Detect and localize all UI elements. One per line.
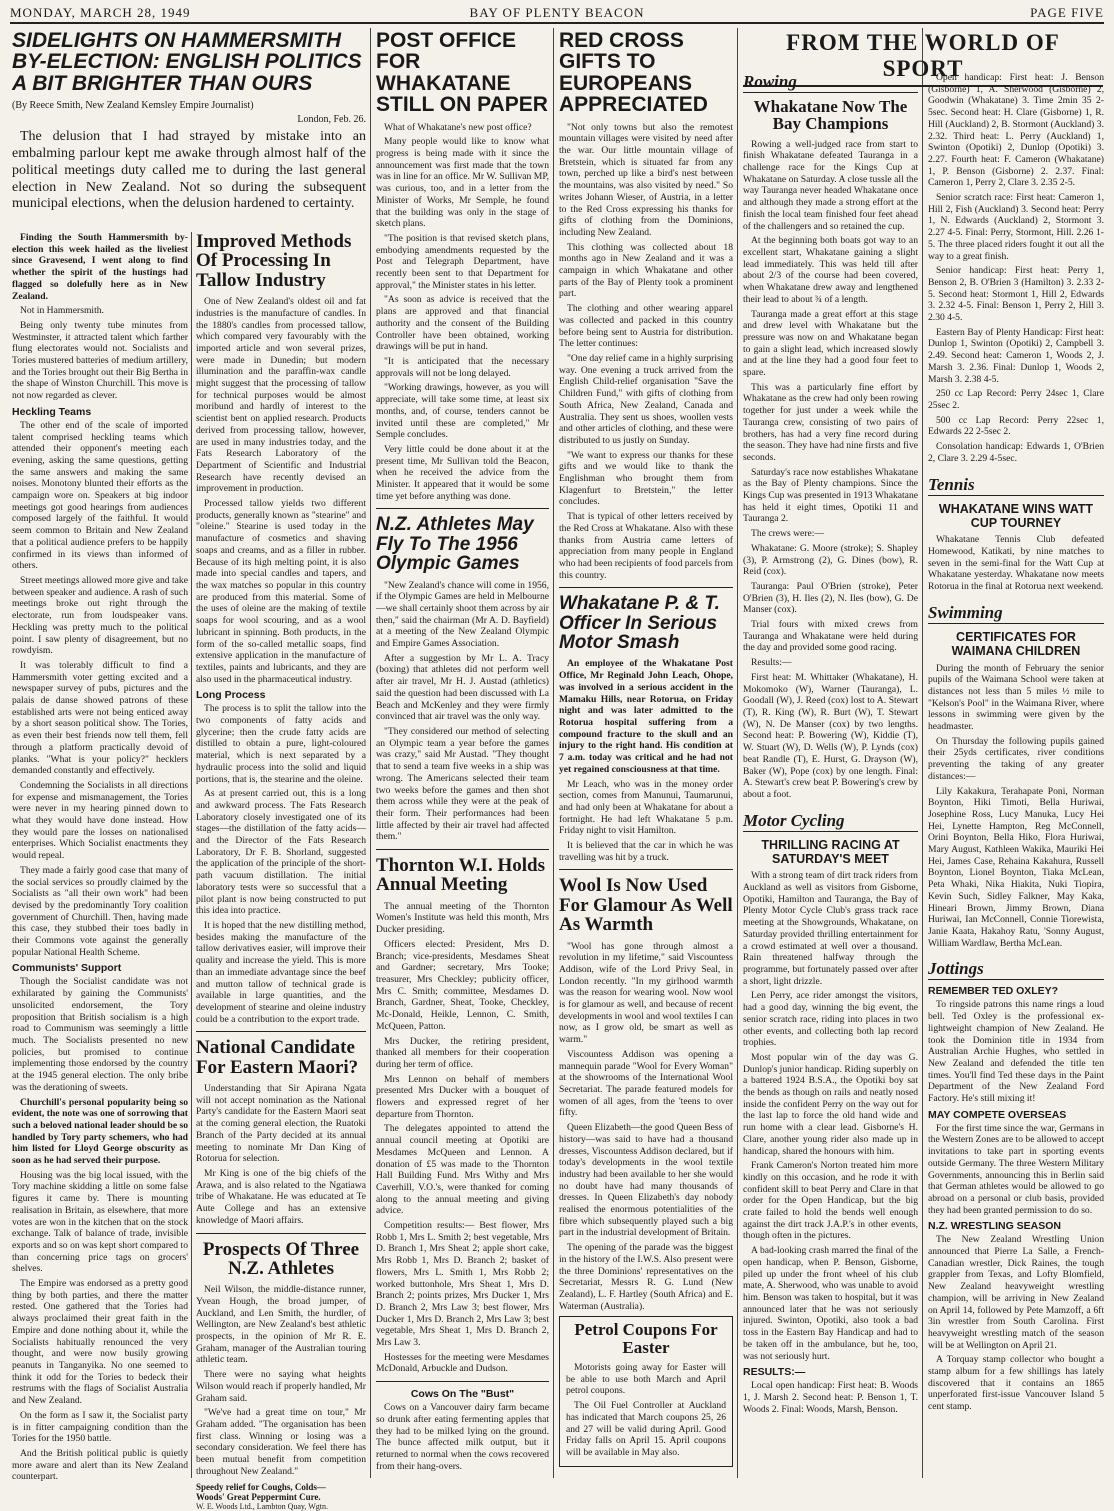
article-hammersmith-top xyxy=(12,30,366,230)
dateline: London, Feb. 26. xyxy=(297,114,366,126)
paragraph: Senior scratch race: First heat: Cameron 1, Hill 2, Fish (Auckland) 3. Second heat: Perry 1, N. Edwards (Auckland) 2, Stormont 3. 2.27 4-5. Final: Perry, Stormont, Hill. 2.26 1-5. The three placed riders fought it out all the way to a great finish. xyxy=(928,192,1104,262)
ad-line: W. E. Woods Ltd., Lambton Quay, Wgtn. xyxy=(196,1501,329,1511)
paragraph: A bad-looking crash marred the final of the open handicap, when P. Benson, Gisborne, piled up under the front wheel of his club mate, A. Sherwood, who was unable to avoid him. Benson was taken to hospital, but it was announced later that he was not seriously injured. Swinton, Opotiki, also took a bad toss in the Eastern Bay Handicap and had to be taken off in the ambulance, but he, too, was not seriously hurt. xyxy=(743,1245,918,1362)
paragraph: Most popular win of the day was G. Dunlop's junior handicap. Riding superbly on a battered 1924 B.S.A., the Opotiki boy sat the bends as though on rails and neatly nosed inside the confident Perry on the way out for the last lap to force the old hand wide and run home with a clear lead. Gisborne's H. Clare, another young rider also made up in handicap, shared the honours with him. xyxy=(743,1051,918,1157)
paragraph: Consolation handicap: Edwards 1, O'Brien 2, Clare 3. 2.29 4-5sec. xyxy=(928,441,1104,464)
headline-tallow: Improved Methods Of Processing In Tallow Industry xyxy=(196,231,352,291)
headline-wool: Wool Is Now Used For Glamour As Well As Warmth xyxy=(559,875,733,936)
paragraph: On the form as I saw it, the Socialist party is in fitter campaigning condition than the Tories for the 1950 battle. xyxy=(12,1409,188,1445)
paragraph: With a strong team of dirt track riders from Auckland as well as visitors from Gisborne, Opotiki, Hamilton and Tauranga, the Bay of Plenty Motor Cycle Club's grass track race meeting at the Showgrounds, Whakatane, on Saturday provided thrilling entertainment for a crowd estimated at well over a thousand. Rain threatened halfway through the programme, but fortunately passed over after a short, light drizzle. xyxy=(743,870,918,987)
divider xyxy=(196,1233,366,1234)
paragraph: The Empire was endorsed as a pretty good thing by both parties, and there the matter rested. One gathered that the Tories had always proclaimed their great faith in the Empire and done nothing about it, while the Socialists habitually renounced the very thought, and were now busily growing peanuts in Tanganyika. No one seemed to think it odd for the Tories to bedeck their restrums with the flags of Socialist Australia and New Zealand. xyxy=(12,1278,188,1407)
column-5 xyxy=(743,72,918,1478)
paragraph: Whakatane: G. Moore (stroke); S. Shapley (3), P. Armstrong (2), G. Dines (bow), R. Reid (cox). xyxy=(743,542,918,578)
column-3 xyxy=(376,30,549,1478)
paragraph: Not in Hammersmith. xyxy=(20,305,104,317)
paragraph: "The position is that revised sketch plans, embodying amendments requested by the Post and Telegraph Department, have recently been sent to that Department for approval," the Minister states in his letter. xyxy=(376,232,549,291)
paragraph: Senior handicap: First heat: Perry 1, Benson 2, B. O'Brien 3 (Hamilton) 3. 2.33 2-5. Second heat: Stormont 1, Hill 2, Edwards 3. 2.32 4-5. Final: Benson 1, Perry 2, Hill 3. 2.30 4-5. xyxy=(928,265,1104,324)
paragraph: At the beginning both boats got way to an excellent start, Whakatane gaining a slight lead immediately. This was held till after about 2/3 of the course had been covered, when Whakatane drew away and lengthened their lead to about ¾ of a length. xyxy=(743,235,918,305)
paragraph: That is typical of other letters received by the Red Cross at Whakatane. Also with these thanks from Austria came letters of appreciation from many people in England who had been recipients of food parcels from this country. xyxy=(559,511,733,581)
subheading: RESULTS:— xyxy=(743,1366,806,1379)
divider xyxy=(196,1031,366,1032)
subheading: N.Z. WRESTLING SEASON xyxy=(928,1220,1062,1233)
paragraph: Mr King is one of the big chiefs of the Arawa, and is also related to the Ngatiawa tribe of Whakatane. He was educated at Te Aute College and has an extensive knowledge of Maori affairs. xyxy=(196,1167,366,1226)
column-rule xyxy=(922,28,923,1478)
paragraph: "Not only towns but also the remotest mountain villages were visited by need after the war. Our little mountain village of Bretstein, which is situated far from any town, perched up like a bird's nest between the mountains, was also visited by need." So writes Johann Wieser, of Austria, in a letter to the Red Cross expressing his thanks for gifts of clothing from the Dominions, including New Zealand. xyxy=(559,121,733,238)
sport-title: FROM THE WORLD OF SPORT xyxy=(743,30,1103,87)
paragraph: This was a particularly fine effort by Whakatane as the crew had only been rowing together for just under a week while the Tauranga crew, consisting of two pairs of brothers, has had a very fine record during the season. They have had nine firsts and five seconds. xyxy=(743,381,918,463)
subheading: Long Process xyxy=(196,689,266,702)
paragraph: The crews were:— xyxy=(751,528,824,540)
paragraph: "We want to express our thanks for these gifts and we would like to thank the Englishman who brought them from Klagenfurt to Bretstein," the letter concludes. xyxy=(559,449,733,508)
paragraph: It is believed that the car in which he was travelling was hit by a truck. xyxy=(559,840,733,863)
paragraph: Many people would like to know what progress is being made with it since the announcement was first made that the town was in line for an office. Mr W. Sullivan MP, was curious, too, and in a letter from the Minister of Works, Mr Semple, he found that the building was only in the stage of sketch plans. xyxy=(376,136,549,230)
paragraph: Results:— xyxy=(751,657,792,669)
paragraph: "We've had a great time on tour," Mr Graham added. "The organisation has been first class. Winning or losing was a secondary consideration. We feel there has been mutual benefit from competition throughout New Zealand." xyxy=(196,1407,366,1477)
column-1 xyxy=(12,232,189,1483)
paragraph: Frank Cameron's Norton treated him more kindly on this occasion, and he rode it with confident skill to beat Perry and Clare in that order for the Open Handicap, but the big crate failed to hold the bends well enough against the dirt track J.A.P.'s in other events, though often in the pictures. xyxy=(743,1160,918,1242)
paragraph: During the month of February the senior pupils of the Waimana School were taken at distances not less than 5 miles ½ mile to "Kelson's Pool" in the Waimana River, where lessons in swimming were given by the headmaster. xyxy=(928,662,1104,733)
paragraph: "It is anticipated that the necessary approvals will not be long delayed. xyxy=(376,355,549,379)
ad-line: Speedy relief for Coughs, Colds— xyxy=(196,1481,326,1492)
bold-intro: Finding the South Hammersmith by-election this week hailed as the liveliest since Gravesend, I went along to find whether the spirit of the hustings had flagged so dolefully here as in New Zealand. xyxy=(12,232,188,302)
paragraph: "They considered our method of selecting an Olympic team a year before the games was crazy," said Mr Austad. "They thought that to send a team five weeks in a ship was wrong. The Americans selected their team two weeks before the games and then shot them across while they were at the peak of their form. Their performances had been little affected by their air travel had affected them." xyxy=(376,725,549,843)
headline-motor-smash: Whakatane P. & T. Officer In Serious Motor Smash xyxy=(559,593,720,654)
paragraph: There were no saying what heights Wilson would reach if properly handled, Mr Graham said. xyxy=(196,1369,366,1404)
column-rule xyxy=(191,232,192,1478)
headline-redcross: RED CROSS GIFTS TO EUROPEANS APPRECIATED xyxy=(559,29,708,117)
paragraph: Neil Wilson, the middle-distance runner, Yvean Hough, the broad jumper, of Auckland, and Len Smith, the hurdler, of Wellington, are New Zealand's best athletic prospects, in the opinion of Mr R. E. Graham, manager of the Australian touring athletic team. xyxy=(196,1284,366,1366)
paragraph: For the first time since the war, Germans in the Western Zones are to be allowed to accept invitations to take part in sporting events outside Germany. The three Western Military Governments, announcing this in Berlin said that German athletes would be allowed to go abroad on a personal or club basis, provided they had been granted permission to do so. xyxy=(928,1122,1104,1216)
paragraph: Processed tallow yields two different products, generally known as "stearine" and "oleine." Stearine is used today in the manufacture of cosmetics and shaving soaps and creams, and as a filler in rubber. Because of its high melting point, it is also made into special candles and tapers, and the wax matches so popular in this country are produced from this material. Some of the uses of oleine are the making of textile soaps for wool scouring, and as a wool lubricant in spinning. Both products, in the form of the so-called metallic soaps, find extensive application in the manufacture of textiles, paints and lubricants, and they are also used in the pharmaceutical industry. xyxy=(196,498,366,685)
paragraph: On Thursday the following pupils gained their 25yds certificates, river conditions preventing the taking of any greater distances:— xyxy=(928,735,1104,782)
headline-thornton: Thornton W.I. Holds Annual Meeting xyxy=(376,855,545,896)
section-jottings: Jottings xyxy=(928,959,1104,980)
paragraph: Lily Kakakura, Terahapate Poni, Norman Boynton, Hiki Timoti, Bella Huriwai, Josephine Ross, Lucy Manuka, Lucy Hei Hei, Lynette Hampton, Reg McConnell, Orini Boynton, Bella Hiko, Flora Huriwai, Mary August, Kathleen Wakika, Mauriki Hei Hei, James Case, Rehaina Kakahura, Russell Boynton, Lionel Boynton, Tiaka McLean, Peta Whaki, Nika Hiakita, Nuki Tiopira, Kevin Such, Sidley Falkner, May Kaka, Hineari Brown, Jimmy Brown, Diana Huriwai, Ian McConnell, Connie Tiorewista, Janie Kaata, Hakahoy Ratu, 'Sonny August, William Wardlaw, Bertha McLean. xyxy=(928,785,1104,949)
paragraph: Mrs Ducker, the retiring president, thanked all members for their cooperation during her term of office. xyxy=(376,1035,549,1070)
paragraph: "Wool has gone through almost a revolution in my lifetime," said Viscountess Addison, wife of the Lord Privy Seal, in London recently. "In my girlhood warmth was the reason for wearing wool. Now wool is for glamour as well, and because of recent developments in wool and wool textiles I can now, as I grow old, be smart as well as warm." xyxy=(559,940,733,1046)
paragraph: The New Zealand Wrestling Union announced that Pierre La Salle, a French-Canadian wrestler, Dick Raines, the tough grappler from Texas, and Lofty Blomfield, New Zealand heavyweight wrestling champion, will be arriving in New Zealand on April 14, followed by Pete Mamzoff, a 6ft 3in wrestler from South Carolina. First heavyweight wrestling match of the season will be at Wellington on April 21. xyxy=(928,1234,1104,1351)
newspaper-title: BAY OF PLENTY BEACON xyxy=(469,5,645,20)
column-6 xyxy=(928,72,1104,1478)
paragraph: It is hoped that the new distilling method, besides making the manufacture of the tallow derivatives easier, will improve their quality and increase the yield. This is more than an immediate advantage since the beef and mutton tallow of technical grade is available in large quantities, and the development of stearine and oleine industry could be a contribution to the export trade. xyxy=(196,919,366,1025)
paragraph: 250 cc Lap Record: Perry 24sec 1, Clare 25sec 2. xyxy=(928,388,1104,411)
paragraph: "As soon as advice is received that the plans are approved and that financial authority and the consent of the Building Controller have been obtained, working drawings will be put in hand. xyxy=(376,294,549,353)
paragraph: Competition results:— Best flower, Mrs Robb 1, Mrs L. Smith 2; best vegetable, Mrs D. Branch 1, Mrs Sheat 2; apple short cake, Mrs Robb 1, Mrs D. Branch 2; basket of flowers, Mrs L. Smith 1, Mrs Robb 2; worked buttonhole, Mrs Sheat 1, Mrs D. Branch 2; points prizes, Mrs Ducker 1, Mrs D. Branch 2, Mrs Law 3; best flower, Mrs Ducker 1, Mrs D. Branch 2, Mrs Law 3; best vegetable, Mrs Sheat 1, Mrs D. Branch 2, Mrs Law 3. xyxy=(376,1220,549,1349)
paragraph: Cows on a Vancouver dairy farm became so drunk after eating fermenting apples that they had to be milked lying on the ground. The bunce affected milk output, but it returned to normal when the cows recovered from their hang-overs. xyxy=(376,1402,549,1472)
ad-line: Woods' Great Peppermint Cure. xyxy=(196,1491,321,1502)
paragraph: This clothing was collected about 18 months ago in New Zealand and it was a campaign in which Whakatane and other parts of the Bay of Plenty took a prominent part. xyxy=(559,241,733,300)
paragraph: Tauranga: Paul O'Brien (stroke), Peter O'Brien (3), H. Iles (2), N. Iles (bow), G. De Manser (cox). xyxy=(743,580,918,616)
issue-date: MONDAY, MARCH 28, 1949 xyxy=(10,5,191,20)
paragraph: Being only twenty tube minutes from Westminster, it attracted talent which farther flung electorates would not. Socialists and Tories mustered batteries of medium artillery, and the Tories brought out their Big Bertha in the shape of Winston Churchill. This move is not now regarded as clever. xyxy=(12,319,188,402)
paragraph: The annual meeting of the Thornton Women's Institute was held this month, Mrs Ducker presiding. xyxy=(376,900,549,936)
paragraph: Street meetings allowed more give and take between speaker and audience. A rash of such meetings broke out right through the electorate, run from loudspeaker vans. Heckling was pretty much to the political point. I saw plenty of disagreement, but no rowdyism. xyxy=(12,574,188,657)
paragraph: The process is to split the tallow into the two components of fatty acids and glycerine; then the crude fatty acids are distilled to obtain a pure, light-coloured material, which is next separated by a hydraulic process into the solid and liquid portions, that is, the stearine and the oleine. xyxy=(196,703,366,785)
paragraph: Viscountess Addison was opening a mannequin parade "Wool for Every Woman" at the showrooms of the International Wool Secretariat. The parade featured models for women of all ages, from the 'teens to over fifty. xyxy=(559,1048,733,1119)
headline-olympic: N.Z. Athletes May Fly To The 1956 Olympic Games xyxy=(376,514,534,575)
section-rowing: Rowing xyxy=(743,72,918,93)
column-2 xyxy=(196,231,366,1511)
subheading: WHAKATANE WINS WATT CUP TOURNEY xyxy=(938,501,1094,530)
paragraph: Motorists going away for Easter will be able to use both March and April petrol coupons. xyxy=(566,1362,726,1397)
column-4 xyxy=(559,30,733,1478)
paragraph: And the British political public is quietly more aware and alert than its New Zealand counterpart. xyxy=(12,1447,188,1483)
headline-prospects: Prospects Of Three N.Z. Athletes xyxy=(202,1238,360,1279)
paragraph: Eastern Bay of Plenty Handicap: First heat: Dunlop 1, Swinton (Opotiki) 2, Campbell 3. 2.49. Second heat: Cameron 1, Woods 2, J. Marsh 3. 2.36. Final: Dunlop 1, Woods 2, Marsh 3. 2.38 4-5. xyxy=(928,326,1104,385)
column-rule xyxy=(737,28,738,1478)
subheading: Communists' Support xyxy=(12,962,122,975)
subheading: REMEMBER TED OXLEY? xyxy=(928,985,1059,998)
paragraph: Very little could be done about it at the present time, Mr Sullivan told the Beacon, when he received the advice from the Minister. It appeared that it would be some time yet before anything was done. xyxy=(376,443,549,502)
paragraph: To ringside patrons this name rings a loud bell. Ted Oxley is the professional ex-lightweight champion of New Zealand. He took the Dominion title in 1934 from Australian Archie Hughes, who settled in New Zealand and defended the title ten times. You'll find Ted these days in the Paint Department of the New Zealand Ford Factory. He's still mixing it! xyxy=(928,999,1104,1105)
paragraph: Condemning the Socialists in all directions for expense and mismanagement, the Tories were never in my hearing pinned down to what they would have done instead. How they would pare the losses on nationalised enterprises. Which Socialist enactments they would repeal. xyxy=(12,779,188,862)
subheading: MAY COMPETE OVERSEAS xyxy=(928,1108,1067,1121)
divider xyxy=(376,508,549,509)
lead-paragraph: The delusion that I had strayed by mistake into an embalming parlour kept me awake through almost half of the political meetings duty called me to during the last general election in New Zealand. Not so during the subsequent municipal elections, when the delusion hardened to certainty. xyxy=(12,129,366,212)
paragraph: After a suggestion by Mr L. A. Tracy (boxing) that athletes did not perform well after air travel, Mr H. J. Austad (athletics) said the question had been discussed with La Beach and McKenley and they were firmly convinced that air travel was the only way. xyxy=(376,652,549,723)
subheading: Heckling Teams xyxy=(12,405,92,418)
paragraph: Hostesses for the meeting were Mesdames McDonald, Arbuckle and Dudson. xyxy=(376,1351,549,1375)
byline: (By Reece Smith, New Zealand Kemsley Empire Journalist) xyxy=(12,100,254,112)
headline-hammersmith: SIDELIGHTS ON HAMMERSMITH BY-ELECTION: ENGLISH POLITICS A BIT BRIGHTER THAN OURS xyxy=(12,29,362,95)
paragraph: "Working drawings, however, as you will appreciate, will take some time, at least six months, and, of course, tenders cannot be invited until these are completed," Mr Semple concludes. xyxy=(376,382,549,441)
paragraph: An employee of the Whakatane Post Office, Mr Reginald John Leach, Ohope, was involved in a serious accident in the Mamaku Hills, near Rotorua, on Friday night and was later admitted to the Rotorua hospital suffering from a compound fracture to the skull and an injury to the right hand. His condition at 7 a.m. today was critical and he had not yet regained consciousness at that time. xyxy=(559,658,733,775)
paragraph: The other end of the scale of imported talent comprised heckling teams which attended their opponent's meeting each evening, asking the same questions, getting the same answers and making the same noises. Monotony blunted their efforts as the campaign wore on. Speakers at big indoor meetings got good hearings from audiences composed largely of the faithful. It would seem common to Britain and New Zealand that a political audience prefers to be happily confirmed in its views than informed of others. xyxy=(12,419,188,572)
paragraph: Trial fours with mixed crews from Tauranga and Whakatane were held during the day and provided some good racing. xyxy=(743,619,918,654)
advertisement xyxy=(196,1482,366,1511)
paragraph: Whakatane Tennis Club defeated Homewood, Katikati, by nine matches to seven in the semi-final for the Watt Cup at Whakatane yesterday. Whakatane now meets Rotorua in the final at Rotorua next weekend. xyxy=(928,534,1104,593)
paragraph: Len Perry, ace rider amongst the visitors, had a good day, winning the big event, the senior scratch race, riding into places in two other events, and collecting both lap record trophies. xyxy=(743,990,918,1049)
sport-banner xyxy=(743,30,1103,81)
paragraph: "One day relief came in a highly surprising way. One evening a truck arrived from the English Child-relief organisation "Save the Children Fund," with gifts of clothing from South Africa, New Zealand, Canada and Australia. They sent us shoes, woollen vests and other articles of clothing, and these were distributed to us justly on Sunday. xyxy=(559,352,733,446)
paragraph: What of Whakatane's new post office? xyxy=(384,121,532,133)
column-rule xyxy=(370,28,371,1478)
paragraph: A Torquay stamp collector who bought a stamp album for a few shillings has lately discovered that it contains an 1865 unperforated first-issue Vancouver Island 5 cent stamp. xyxy=(928,1354,1104,1413)
divider xyxy=(559,587,733,588)
paragraph: 500 cc Lap Record: Perry 22sec 1, Edwards 22 2-5sec 2. xyxy=(928,414,1104,438)
section-motor-cycling: Motor Cycling xyxy=(743,811,918,832)
masthead xyxy=(10,4,1104,24)
paragraph: Officers elected: President, Mrs D. Branch; vice-presidents, Mesdames Sheat and Gardner; secretary, Mrs Tooke; treasurer, Mrs Checkley; publicity officer, Mrs C. Smith; committee, Mesdames D. Branch, Gardner, Sheat, Tooke, Checkley, Mc-Donald, Heikle, Lennon, C. Smith, McQueen, Patton. xyxy=(376,938,549,1032)
paragraph: The clothing and other wearing apparel was collected and packed in this country before being sent to Austria for distribution. The letter continues: xyxy=(559,303,733,350)
paragraph: Mr Leach, who was in the money order section, comes from Manunui, Taumarunui, and had only been at Whakatane for about a fortnight. He had left Whakatane 5 p.m. Friday night to visit Hamilton. xyxy=(559,778,733,837)
section-tennis: Tennis xyxy=(928,475,1104,496)
paragraph: As at present carried out, this is a long and awkward process. The Fats Research Laboratory closely investigated one of its stages—the distillation of the fatty acids—and the Director of the Fats Research Laboratory, Dr F. B. Shorland, suggested the application of the principle of the short-path vacuum distillation. The initial laboratory tests were so successful that a pilot plant is now being constructed to put this idea into practice. xyxy=(196,788,366,917)
petrol-box xyxy=(559,1316,733,1466)
headline-cows: Cows On The "Bust" xyxy=(410,1388,515,1401)
paragraph: Rowing a well-judged race from start to finish Whakatane defeated Tauranga in a challenge race for the Kings Cup at Whakatane on Saturday. A close tussle all the way Tauranga never headed Whakatane once and although they made a strong effort at the finish the local team finished four feet ahead of the challengers and so retained the cup. xyxy=(743,138,918,232)
paragraph: Open handicap: First heat: J. Benson (Gisborne) 1, A. Sherwood (Gisborne) 2, Goodwin (Whakatane) 3. Time 2min 35 2-5sec. Second heat: H. Clare (Gisborne) 1, R. Hill (Auckland) 2, B. Stormont (Auckland) 3. 2.32. Third heat: L. Perry (Auckland) 1, Swinton (Opotiki) 2, Dunlop (Opotiki) 3. 2.27. Fourth heat: F. Cameron (Whakatane) 1, P. Benson (Gisborne) 2. 2.37. Final: Cameron 1, Perry 2, Clare 3. 2.35 2-5. xyxy=(928,72,1104,189)
paragraph: Mrs Lennon on behalf of members presented Mrs Ducker with a bouquet of flowers and expressed regret of her departure from Thornton. xyxy=(376,1073,549,1120)
subheading: THRILLING RACING AT SATURDAY'S MEET xyxy=(761,837,900,866)
paragraph: They made a fairly good case that many of the social services so proudly claimed by the Socialists as "all their own work" had been devised by the predominantly Tory coalition government of Churchill. Then, having made this case, they stubbed their toes badly in their Commons vote against the generally popular National Health Scheme. xyxy=(12,864,188,958)
paragraph: Housing was the big local issued, with the Tory machine skidding a little on some false figures it came by. There is mounting realisation in Britain, as elsewhere, that more votes are won in the kitchen that on the stock exchange. Talk of balance of trade, invisible exports and so on was kept short compared to than concerning price tags on grocers' shelves. xyxy=(12,1169,188,1275)
headline-rowing: Whakatane Now The Bay Champions xyxy=(753,97,908,134)
paragraph: One of New Zealand's oldest oil and fat industries is the manufacture of candles. In the 1880's candles from processed tallow, which compared very favourably with the imported article and won several prizes, were made in Dunedin; but modern illumination and the paraffin-wax candle might suggest that the processing of tallow for technical purposes would be almost moribund and hardly of interest to the scientist bent on applied research. Products derived from processing tallow, however, are used in many industries today, and the Fats Research Laboratory of the Department of Scientific and Industrial Research have recently devised an improvement in production. xyxy=(196,296,366,495)
divider xyxy=(376,849,549,850)
paragraph: Queen Elizabeth—the good Queen Bess of history—was said to have had a thousand dresses, Viscountess Addison declared, but if today's developments in the wool textile industry had been available to her she would no doubt have had many thousands of dresses. In Queen Elizabeth's day nobody realised the enormous potentialities of the fibre which subsequently played such a big part in the industrial development of Britain. xyxy=(559,1122,733,1239)
headline-maori: National Candidate For Eastern Maori? xyxy=(196,1037,359,1078)
paragraph: It was tolerably difficult to find a Hammersmith voter getting excited and a newspaper survey of pubs, pictures and the palais de danse showed patrons of these established arts were not being enticed away by a short season political show. The Tories, as even their best friends now tell them, fell through a platform practically devoid of planks. "What is your policy?" hecklers demanded constantly and effectively. xyxy=(12,659,188,777)
column-rule xyxy=(553,28,554,1478)
subheading: CERTIFICATES FOR WAIMANA CHILDREN xyxy=(951,629,1081,659)
headline-petrol: Petrol Coupons For Easter xyxy=(574,1320,718,1357)
paragraph: Though the Socialist candidate was not exhilarated by gaining the Communists' unsolicited endorsement, the Tory proposition that British socialism is a high road to Communism was seemingly a little much. The Socialists presented no new policies, but promised to continue implementing those endorsed by the country at the 1945 general election. The only bribe was the derationing of sweets. xyxy=(12,976,188,1093)
paragraph: Saturday's race now establishes Whakatane as the Bay of Plenty champions. Since the Kings Cup was presented in 1913 Whakatane has held it eight times, Opotiki 11 and Tauranga 2. xyxy=(743,466,918,525)
headline-postoffice: POST OFFICE FOR WHAKATANE STILL ON PAPER xyxy=(376,29,548,117)
paragraph: Tauranga made a great effort at this stage and drew level with Whakatane but the pressure was now on and Whakatane began to gain a slight lead, which increased slowly and at the line they had a good four feet to spare. xyxy=(743,308,918,379)
section-swimming: Swimming xyxy=(928,603,1104,624)
paragraph: Understanding that Sir Apirana Ngata will not accept nomination as the National Party's candidate for the Eastern Maori seat at the coming general election, the Ruatoki Branch of the Party decided at its annual meeting to nominate Mr Dan King of Rotorua for selection. xyxy=(196,1083,366,1165)
paragraph: Churchill's personal popularity being so evident, the note was one of sorrowing that such a beloved national leader should be so handled by Tory party schemers, who had him listed for Lloyd George obscurity as soon as he had served their purpose. xyxy=(12,1096,189,1167)
page-number: PAGE FIVE xyxy=(1030,5,1104,20)
paragraph: "New Zealand's chance will come in 1956, if the Olympic Games are held in Melbourne—we shall certainly shoot them across by air then," said the chairman (Mr A. D. Bayfield) at a meeting of the New Zealand Olympic and Empire Games Association. xyxy=(376,579,549,650)
paragraph: Local open handicap: First heat: B. Woods 1, J. Marsh 2. Second heat: P. Benson 1, T. Woods 2. Final: Woods, Marsh, Benson. xyxy=(743,1380,918,1415)
divider xyxy=(559,869,733,870)
paragraph: The delegates appointed to attend the annual council meeting at Opotiki are Mesdames McQueen and Lennon. A donation of £5 was made to the Thornton Hall Building Fund. Mrs Withy and Mrs Caverhill, V.O.'s, were thanked for coming along to the annual meeting and giving advice. xyxy=(376,1123,549,1217)
divider xyxy=(376,1381,549,1382)
paragraph: The Oil Fuel Controller at Auckland has indicated that March coupons 25, 26 and 27 will be valid during April. Good Friday falls on April 15. April coupons will be available in May also. xyxy=(566,1400,726,1458)
paragraph: First heat: M. Whittaker (Whakatane), H. Mokomoko (W), Warner (Tauranga), L. Goodall (W), J. Reed (cox) lost to A. Stewart (T), R. King (W), R. Burt (W), T. Stewart (W), N. De Manser (cox) by two lengths. Second heat: P. Bowering (W), Kiddie (T), W. Stuart (W), D. Wells (W), P. Lynds (cox) beat Randle (T), E. Hurst, G. Drayson (W), Baker (W), Pope (cox) by one length. Final: A. Stewart's crew beat P. Bowering's crew by about a foot. xyxy=(743,671,918,800)
paragraph: The opening of the parade was the biggest in the history of the I.W.S. Also present were the three Dominions' representatives on the Secretariat, Messrs R. G. Lund (New Zealand), L. F. Hartley (South Africa) and E. Waterman (Australia). xyxy=(559,1242,733,1312)
